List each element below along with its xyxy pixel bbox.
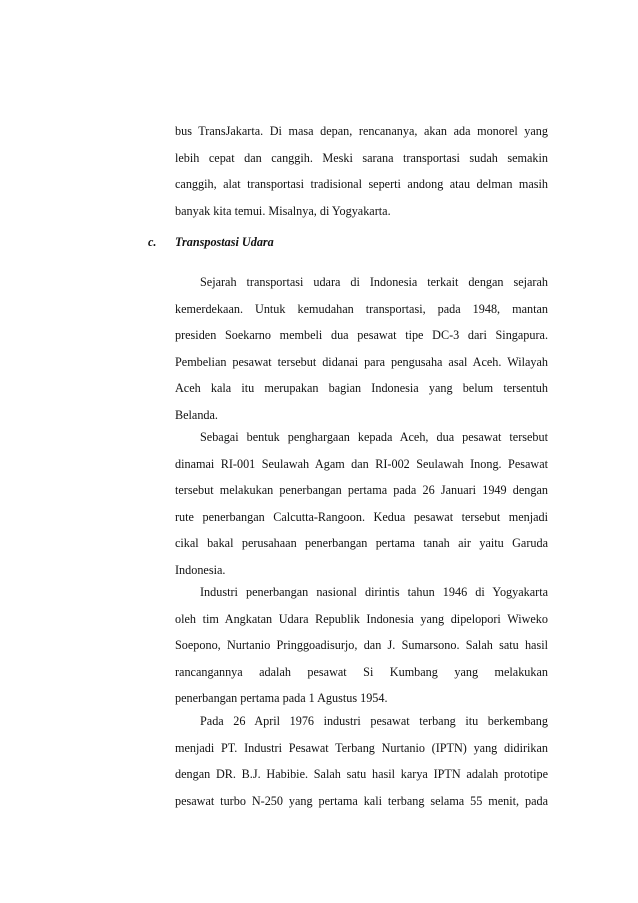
text-line: Indonesia.	[175, 562, 226, 577]
section-title: Transpostasi Udara	[175, 235, 274, 249]
intro-paragraph	[175, 118, 548, 224]
text-line: cikal bakal perusahaan penerbangan pertama tanah air yaitu Garuda	[175, 536, 548, 551]
paragraph-iptn	[175, 708, 548, 814]
section-marker: c.	[148, 235, 157, 249]
text-line: tersebut melakukan penerbangan pertama pada 26 Januari 1949 dengan	[175, 483, 548, 498]
paragraph-seulawah-aircraft	[175, 424, 548, 584]
text-line: dengan DR. B.J. Habibie. Salah satu hasil karya IPTN adalah prototipe	[175, 767, 548, 782]
text-line: Pada 26 April 1976 industri pesawat terbang itu berkembang	[200, 714, 548, 728]
section-heading	[148, 232, 274, 252]
text-line: Belanda.	[175, 407, 218, 422]
text-line: Sebagai bentuk penghargaan kepada Aceh, dua pesawat tersebut	[200, 430, 548, 444]
text-line: presiden Soekarno membeli dua pesawat tipe DC-3 dari Singapura.	[175, 328, 548, 343]
text-line: kemerdekaan. Untuk kemudahan transportasi, pada 1948, mantan	[175, 301, 548, 316]
text-line: Aceh kala itu merupakan bagian Indonesia yang belum tersentuh	[175, 381, 548, 396]
text-line: bus TransJakarta. Di masa depan, rencananya, akan ada monorel yang	[175, 124, 548, 138]
text-line: Sejarah transportasi udara di Indonesia terkait dengan sejarah	[200, 275, 548, 289]
paragraph-aviation-industry	[175, 579, 548, 712]
text-line: Pembelian pesawat tersebut didanai para pengusaha asal Aceh. Wilayah	[175, 354, 548, 369]
text-line: oleh tim Angkatan Udara Republik Indonesia yang dipelopori Wiweko	[175, 611, 548, 626]
text-line: lebih cepat dan canggih. Meski sarana transportasi sudah semakin	[175, 150, 548, 165]
text-line: canggih, alat transportasi tradisional seperti andong atau delman masih	[175, 177, 548, 192]
text-line: pesawat turbo N-250 yang pertama kali terbang selama 55 menit, pada	[175, 793, 548, 808]
paragraph-air-transport-history	[175, 269, 548, 429]
text-line: menjadi PT. Industri Pesawat Terbang Nurtanio (IPTN) yang didirikan	[175, 740, 548, 755]
text-line: Soepono, Nurtanio Pringgoadisurjo, dan J. Sumarsono. Salah satu hasil	[175, 638, 548, 653]
text-line: rute penerbangan Calcutta-Rangoon. Kedua pesawat tersebut menjadi	[175, 509, 548, 524]
text-line: penerbangan pertama pada 1 Agustus 1954.	[175, 691, 388, 706]
text-line: dinamai RI-001 Seulawah Agam dan RI-002 Seulawah Inong. Pesawat	[175, 456, 548, 471]
text-line: rancangannya adalah pesawat Si Kumbang yang melakukan	[175, 664, 548, 679]
text-line: Industri penerbangan nasional dirintis tahun 1946 di Yogyakarta	[200, 585, 548, 599]
text-line: banyak kita temui. Misalnya, di Yogyakarta.	[175, 203, 391, 218]
